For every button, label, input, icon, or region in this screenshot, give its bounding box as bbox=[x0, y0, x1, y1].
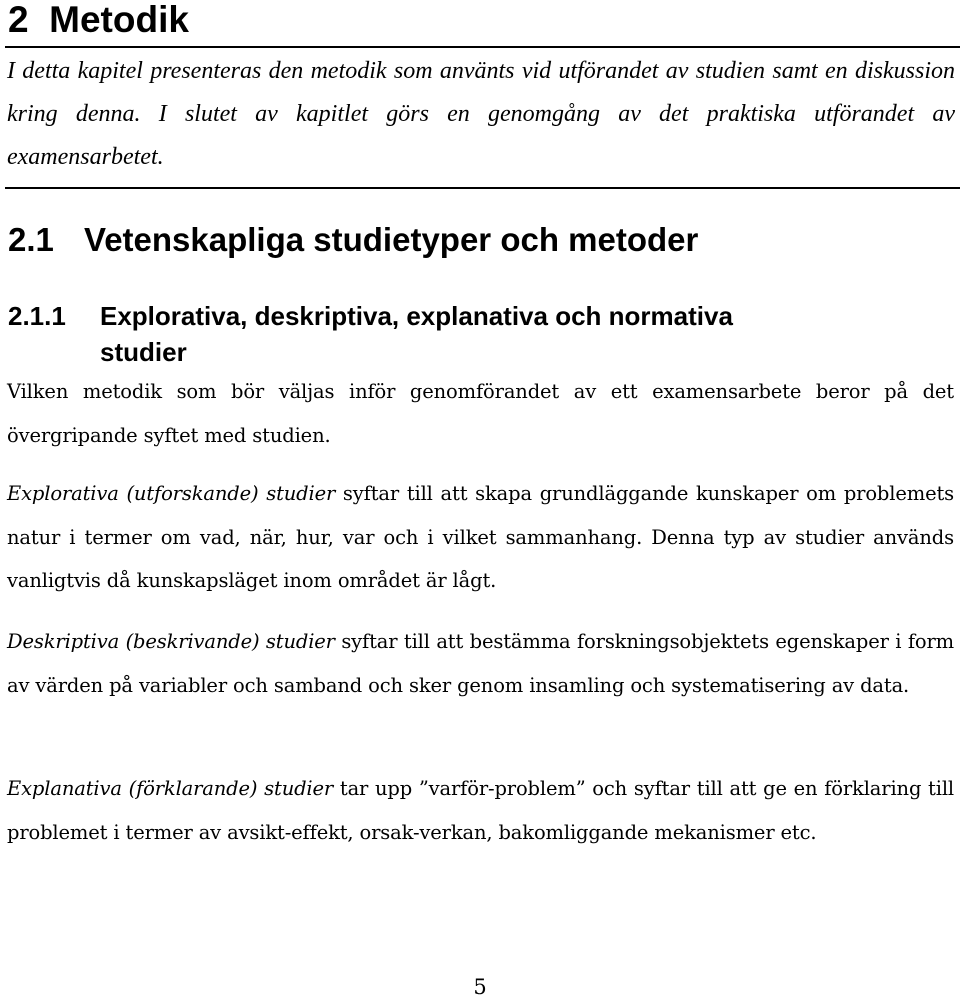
term-explorative: Explorativa (utforskande) studier bbox=[7, 482, 336, 505]
paragraph-intro-method bbox=[7, 370, 954, 457]
paragraph-text: syftar till att skapa grundläggande kunskaper om problemets natur i termer om vad, när, hur, var och i vilket sammanhang. Denna typ av studier används vanligtvis då kunskapsläget inom området är lågt. bbox=[7, 482, 955, 592]
chapter-intro: I detta kapitel presenteras den metodik som använts vid utförandet av studien samt en diskussion kring denna. I slutet av kapitlet görs en genomgång av det praktiska utförandet av examensarbetet. bbox=[7, 58, 955, 170]
page-number: 5 bbox=[473, 975, 487, 999]
term-descriptive: Deskriptiva (beskrivande) studier bbox=[7, 630, 335, 653]
chapter-title-text: Metodik bbox=[49, 0, 189, 40]
section-title: Vetenskapliga studietyper och metoder bbox=[84, 221, 699, 258]
section-number: 2.1 bbox=[8, 221, 54, 258]
subsection-heading bbox=[8, 298, 733, 370]
chapter-number: 2 bbox=[8, 0, 29, 40]
paragraph-text: syftar till att bestämma forskningsobjektets egenskaper i form av värden på variabler och samband och sker genom insamling och systematisering av data. bbox=[7, 630, 954, 697]
term-explanative: Explanativa (förklarande) studier bbox=[7, 777, 334, 800]
subsection-title-line2: studier bbox=[100, 337, 187, 367]
paragraph-explorative bbox=[7, 472, 954, 603]
paragraph-explanative bbox=[7, 767, 954, 854]
paragraph-text: Vilken metodik som bör väljas inför genomförandet av ett examensarbete beror på det övergripande syftet med studien. bbox=[7, 380, 954, 447]
section-heading bbox=[8, 218, 698, 262]
paragraph-descriptive bbox=[7, 620, 954, 707]
subsection-number: 2.1.1 bbox=[8, 301, 66, 331]
subsection-title-line1: Explorativa, deskriptiva, explanativa och normativa bbox=[100, 301, 733, 331]
paragraph-text: tar upp ”varför-problem” och syftar till att ge en förklaring till problemet i termer av avsikt-effekt, orsak-verkan, bakomliggande mekanismer etc. bbox=[7, 777, 955, 844]
chapter-title bbox=[8, 0, 189, 40]
chapter-top-rule bbox=[5, 46, 960, 48]
chapter-bottom-rule bbox=[5, 187, 960, 189]
